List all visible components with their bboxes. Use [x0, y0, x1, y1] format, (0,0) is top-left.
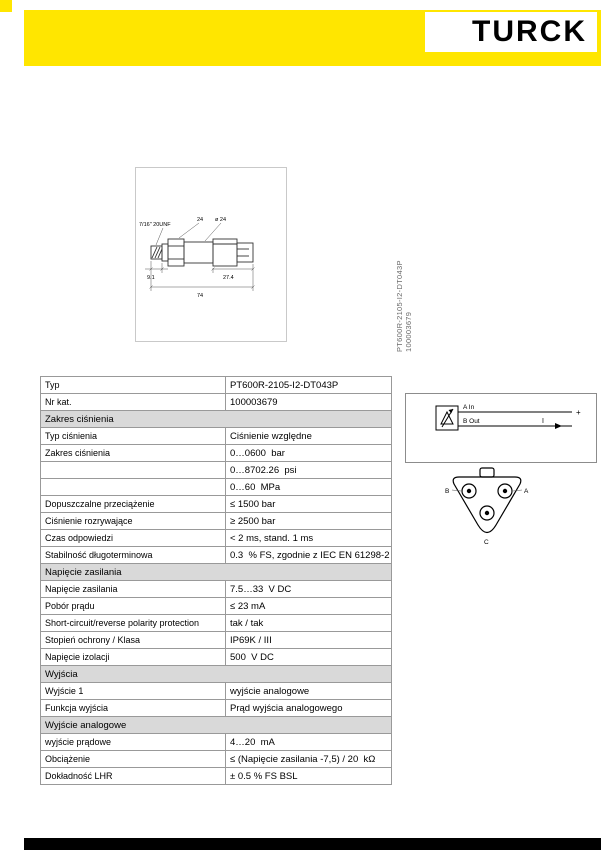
wiring-b-out-label: B Out [463, 418, 480, 425]
dim-thread-label: 7/16" 20UNF [139, 222, 171, 228]
wiring-plus-label: + [576, 408, 581, 417]
spec-label: Obciążenie [41, 751, 226, 768]
spec-value: 4…20 mA [226, 734, 392, 751]
spec-value: IP69K / III [226, 632, 392, 649]
spec-row [41, 547, 392, 564]
spec-row [41, 462, 392, 479]
spec-label: Dopuszczalne przeciążenie [41, 496, 226, 513]
section-header: Wyjście analogowe [41, 717, 392, 734]
spec-value: 0…8702.26 psi [226, 462, 392, 479]
spec-value: 7.5…33 V DC [226, 581, 392, 598]
spec-label: Zakres ciśnienia [41, 445, 226, 462]
wiring-current-label: I [542, 418, 544, 425]
spec-row [41, 683, 392, 700]
spec-value: ≤ 1500 bar [226, 496, 392, 513]
spec-label: Pobór prądu [41, 598, 226, 615]
spec-section-row [41, 411, 392, 428]
spec-label: Napięcie izolacji [41, 649, 226, 666]
sensor-outline [151, 239, 253, 266]
spec-table-body [41, 377, 392, 785]
spec-value: tak / tak [226, 615, 392, 632]
footer-bar [24, 838, 601, 850]
wiring-diagram [406, 394, 594, 460]
spec-value: 0…60 MPa [226, 479, 392, 496]
dim-flats-label: 24 [197, 217, 204, 223]
spec-label [41, 479, 226, 496]
spec-row [41, 581, 392, 598]
spec-row [41, 530, 392, 547]
spec-label: Wyjście 1 [41, 683, 226, 700]
spec-row [41, 479, 392, 496]
spec-value: 0.3 % FS, zgodnie z IEC EN 61298-2 [226, 547, 392, 564]
spec-row [41, 615, 392, 632]
spec-label: Funkcja wyjścia [41, 700, 226, 717]
spec-value: wyjście analogowe [226, 683, 392, 700]
dimension-lines [145, 261, 255, 291]
dim-diameter-label: ø 24 [215, 217, 227, 223]
side-text-line1: PT600R-2105-I2-DT043P [395, 260, 404, 352]
spec-row [41, 751, 392, 768]
spec-label: Napięcie zasilania [41, 581, 226, 598]
spec-label: Czas odpowiedzi [41, 530, 226, 547]
spec-row [41, 513, 392, 530]
spec-value: Prąd wyjścia analogowego [226, 700, 392, 717]
connector-pin-a-label: A [524, 488, 529, 495]
spec-row [41, 377, 392, 394]
spec-value: ≤ 23 mA [226, 598, 392, 615]
connector-face-drawing [437, 462, 537, 547]
section-header: Zakres ciśnienia [41, 411, 392, 428]
spec-row [41, 632, 392, 649]
spec-table [40, 376, 392, 785]
logo-box [425, 12, 597, 52]
spec-row [41, 394, 392, 411]
dim-thread-length-label: 9.1 [147, 275, 155, 281]
spec-value: ± 0.5 % FS BSL [226, 768, 392, 785]
spec-label: Stabilność długoterminowa [41, 547, 226, 564]
spec-value: ≥ 2500 bar [226, 513, 392, 530]
spec-row [41, 445, 392, 462]
spec-value: Ciśnienie względne [226, 428, 392, 445]
spec-label: Dokładność LHR [41, 768, 226, 785]
spec-row [41, 496, 392, 513]
spec-label: wyjście prądowe [41, 734, 226, 751]
spec-value: 100003679 [226, 394, 392, 411]
spec-row [41, 428, 392, 445]
side-edition-text [396, 186, 413, 352]
section-header: Wyjścia [41, 666, 392, 683]
spec-value: 500 V DC [226, 649, 392, 666]
dim-connector-length-label: 27.4 [223, 275, 234, 281]
brand-corner-square [0, 0, 12, 12]
spec-row [41, 734, 392, 751]
spec-label: Typ ciśnienia [41, 428, 226, 445]
spec-section-row [41, 666, 392, 683]
spec-row [41, 768, 392, 785]
product-drawing [137, 169, 285, 340]
spec-value: < 2 ms, stand. 1 ms [226, 530, 392, 547]
wiring-a-in-label: A In [463, 404, 475, 411]
spec-label: Stopień ochrony / Klasa [41, 632, 226, 649]
wiring-diagram-box [405, 393, 597, 463]
dim-total-length-label: 74 [197, 293, 204, 299]
spec-label: Ciśnienie rozrywające [41, 513, 226, 530]
spec-label: Nr kat. [41, 394, 226, 411]
connector-pin-b-label: B [445, 488, 450, 495]
spec-label [41, 462, 226, 479]
spec-section-row [41, 717, 392, 734]
turck-logo: TURCK [472, 15, 587, 48]
connector-pin-c-label: C [484, 539, 489, 546]
spec-value: ≤ (Napięcie zasilania -7,5) / 20 kΩ [226, 751, 392, 768]
spec-value: PT600R-2105-I2-DT043P [226, 377, 392, 394]
section-header: Napięcie zasilania [41, 564, 392, 581]
spec-value: 0…0600 bar [226, 445, 392, 462]
spec-label: Typ [41, 377, 226, 394]
spec-row [41, 598, 392, 615]
connector-face-box [437, 462, 537, 552]
spec-section-row [41, 564, 392, 581]
side-text-line2: 100003679 [404, 311, 413, 352]
product-image-box [135, 167, 287, 342]
spec-label: Short-circuit/reverse polarity protection [41, 615, 226, 632]
spec-row [41, 700, 392, 717]
spec-row [41, 649, 392, 666]
